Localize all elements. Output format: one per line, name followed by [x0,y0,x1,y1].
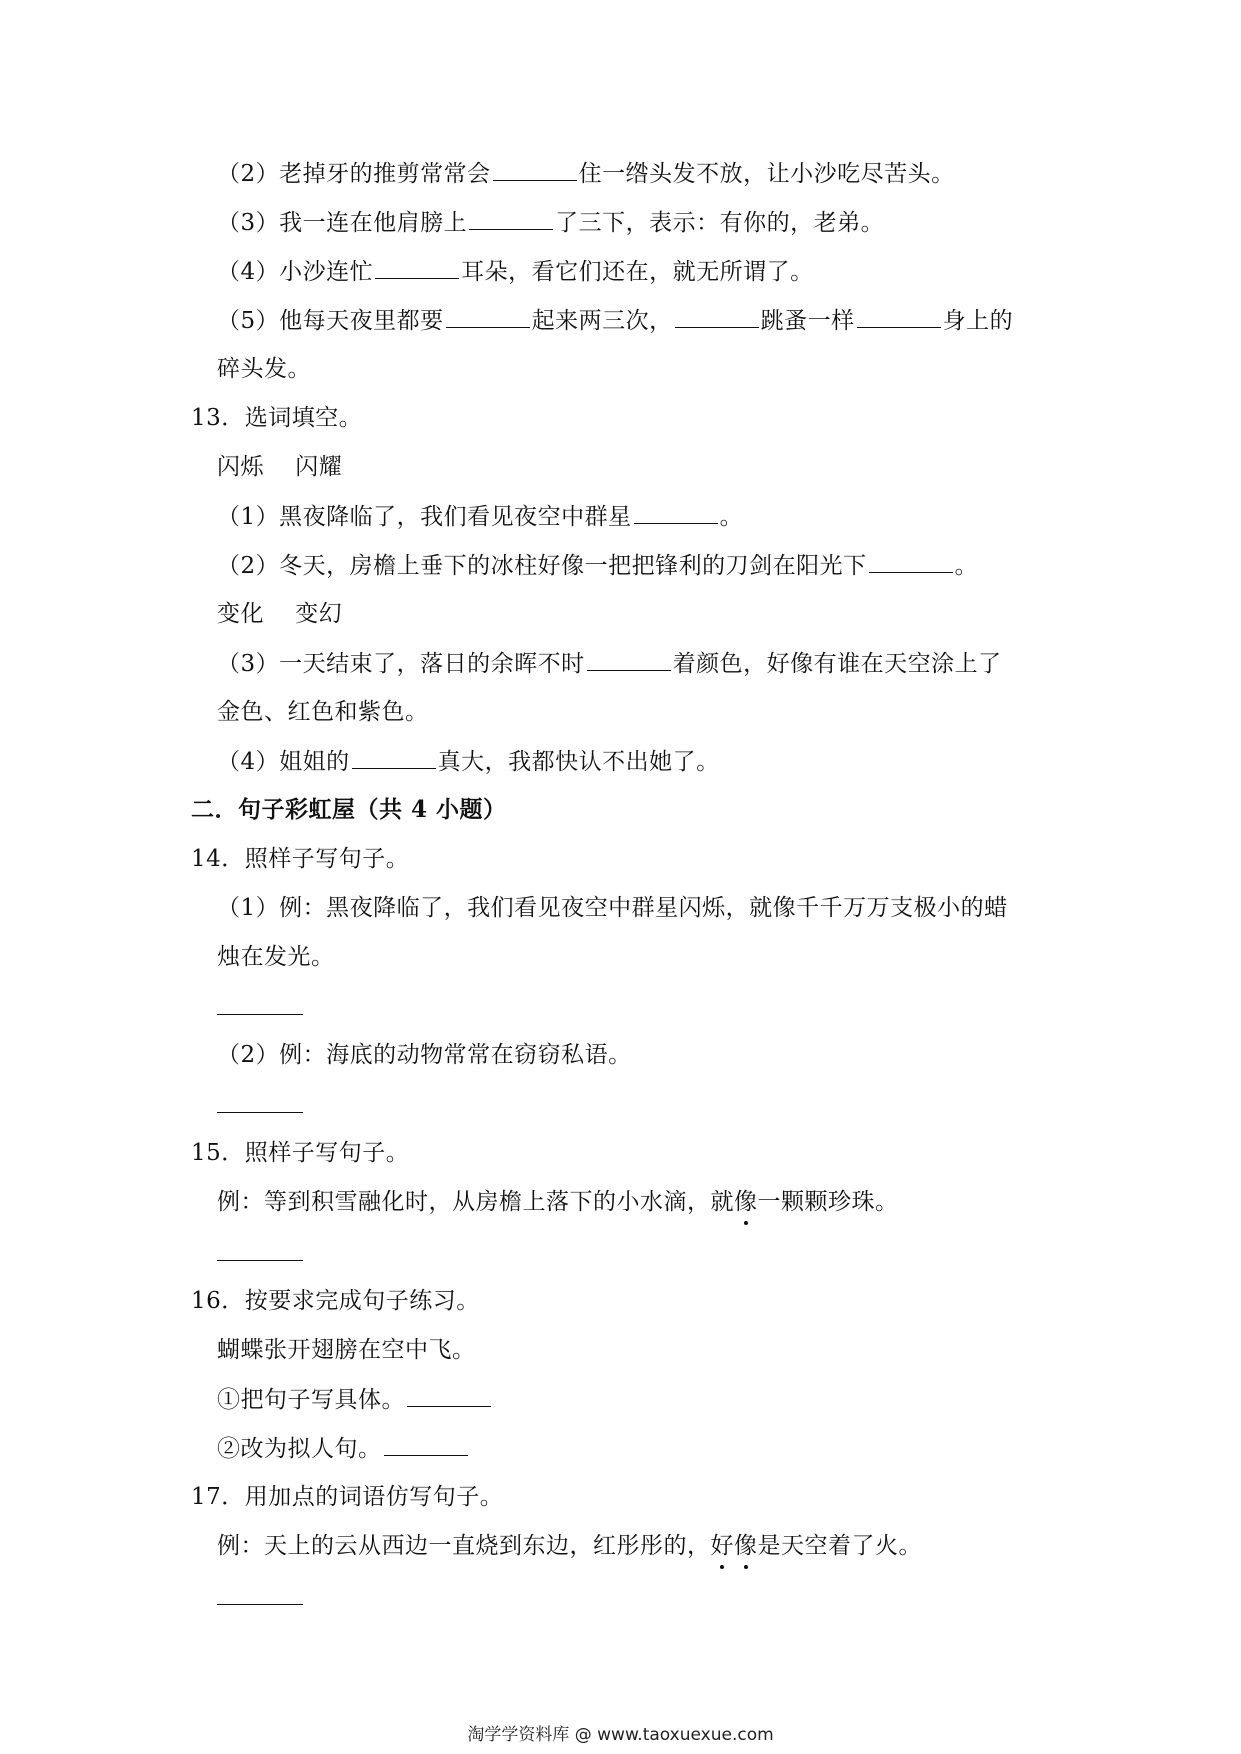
q12-sentence-3: （3）我一连在他肩膀上 了三下，表示：有你的，老弟。 [217,207,884,238]
answer-blank[interactable] [857,305,941,328]
answer-blank[interactable] [469,207,553,230]
answer-blank[interactable] [675,305,759,328]
section-2-heading: 二．句子彩虹屋（共 4 小题） [191,796,507,823]
q15-example: 例：等到积雪融化时，从房檐上落下的小水滴，就像一颗颗珍珠。 [217,1189,899,1215]
q16-task-1: ①把句子写具体。 [217,1384,493,1415]
q17-example: 例：天上的云从西边一直烧到东边，红彤彤的，好像是天空着了火。 [217,1533,922,1559]
q12-sentence-5: （5）他每天夜里都要 起来两三次， 跳蚤一样 身上的 [217,305,1013,336]
q12-sentence-5-cont: 碎头发。 [217,356,311,382]
q15-title: 15．照样子写句子。 [191,1140,410,1166]
answer-blank[interactable] [375,256,459,279]
q16-sentence: 蝴蝶张开翅膀在空中飞。 [217,1337,476,1363]
emphasis-dot-char: 像 [734,1189,758,1215]
answer-blank[interactable] [446,305,530,328]
answer-blank[interactable] [869,550,953,573]
q13-sentence-3-cont: 金色、红色和紫色。 [217,699,429,725]
answer-blank[interactable] [384,1433,468,1456]
q13-sentence-4: （4）姐姐的 真大，我都快认不出她了。 [217,746,720,777]
footer-watermark: 淘学学资料库 @ www.taoxuexue.com [467,1725,774,1745]
q13-word-choices-1: 闪烁 闪耀 [217,454,343,480]
answer-blank[interactable] [407,1384,491,1407]
q12-sentence-2: （2）老掉牙的推剪常常会 住一绺头发不放，让小沙吃尽苦头。 [217,158,955,189]
q13-word-choices-2: 变化 变幻 [217,601,343,627]
answer-line[interactable] [217,1112,303,1113]
q14-example-2: （2）例：海底的动物常常在窃窃私语。 [217,1042,632,1068]
answer-blank[interactable] [634,501,718,524]
q13-sentence-3: （3）一天结束了，落日的余晖不时 着颜色，好像有谁在天空涂上了 [217,648,1002,679]
q17-title: 17．用加点的词语仿写句子。 [191,1484,504,1510]
emphasis-dot-char: 像 [734,1533,758,1559]
q16-task-2: ②改为拟人句。 [217,1433,470,1464]
q14-example-1-cont: 烛在发光。 [217,944,335,970]
q13-sentence-1: （1）黑夜降临了，我们看见夜空中群星 。 [217,501,743,532]
answer-line[interactable] [217,1014,303,1015]
q13-sentence-2: （2）冬天，房檐上垂下的冰柱好像一把把锋利的刀剑在阳光下 。 [217,550,978,581]
answer-blank[interactable] [352,746,436,769]
q13-title: 13．选词填空。 [191,405,363,431]
emphasis-dot-char: 好 [710,1533,734,1559]
answer-blank[interactable] [587,648,671,671]
q12-sentence-4: （4）小沙连忙 耳朵，看它们还在，就无所谓了。 [217,256,814,287]
q14-title: 14．照样子写句子。 [191,846,410,872]
q16-title: 16．按要求完成句子练习。 [191,1288,480,1314]
q14-example-1: （1）例：黑夜降临了，我们看见夜空中群星闪烁，就像千千万万支极小的蜡 [217,895,1008,921]
answer-blank[interactable] [493,158,577,181]
answer-line[interactable] [217,1604,303,1605]
answer-line[interactable] [217,1260,303,1261]
